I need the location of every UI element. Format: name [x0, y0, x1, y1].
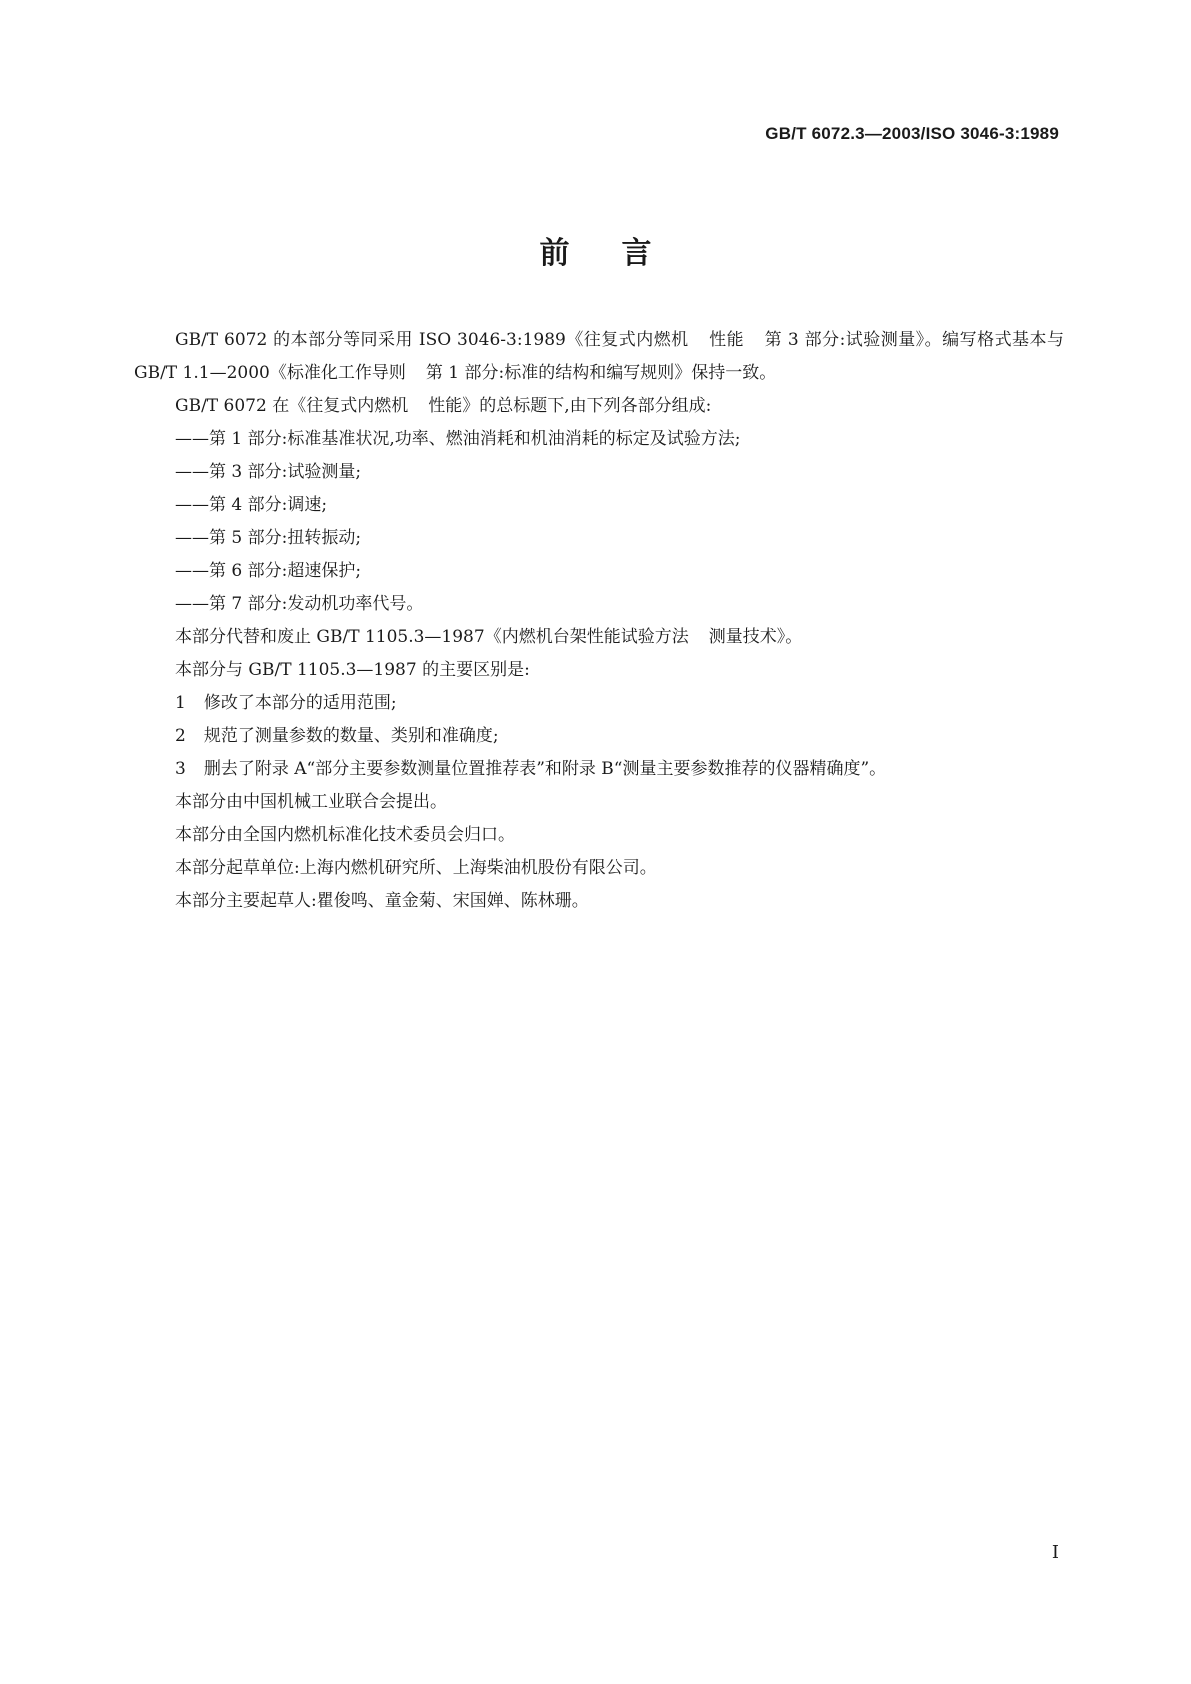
part-list-item: ——第 1 部分:标准基准状况,功率、燃油消耗和机油消耗的标定及试验方法; — [175, 429, 741, 449]
composition-text-a: GB/T 6072 在《往复式内燃机 — [175, 396, 409, 416]
page-number: I — [1051, 1542, 1059, 1563]
differences-intro: 本部分与 GB/T 1105.3—1987 的主要区别是: — [175, 660, 530, 680]
composition-paragraph — [134, 390, 1064, 423]
part-list-item: ——第 6 部分:超速保护; — [175, 561, 362, 581]
replacement-text-a: 本部分代替和废止 GB/T 1105.3—1987《内燃机台架性能试验方法 — [175, 627, 689, 647]
adoption-text-b: 性能 — [708, 330, 745, 350]
adoption-text-c: 第 3 部分:试验测量》。编写格式基本与 GB/T 1.1—2000《标准化工作导则 — [134, 330, 1064, 383]
part-list-item: ——第 7 部分:发动机功率代号。 — [175, 594, 424, 614]
difference-item — [134, 753, 1064, 786]
foreword-body — [134, 324, 1064, 918]
standard-code: GB/T 6072.3—2003/ISO 3046-3:1989 — [765, 124, 1059, 143]
centralized-paragraph: 本部分由全国内燃机标准化技术委员会归口。 — [175, 825, 515, 845]
difference-number: 2 — [175, 726, 186, 746]
adoption-paragraph — [134, 324, 1064, 390]
part-list-item: ——第 4 部分:调速; — [175, 495, 328, 515]
difference-item — [134, 687, 1064, 720]
difference-text: 删去了附录 A“部分主要参数测量位置推荐表”和附录 B“测量主要参数推荐的仪器精确度”。 — [203, 759, 887, 779]
part-list-item: ——第 3 部分:试验测量; — [175, 462, 362, 482]
difference-text: 规范了测量参数的数量、类别和准确度; — [203, 726, 499, 746]
difference-number: 1 — [175, 693, 186, 713]
proposer-paragraph: 本部分由中国机械工业联合会提出。 — [175, 792, 447, 812]
difference-number: 3 — [175, 759, 186, 779]
drafting-units-paragraph: 本部分起草单位:上海内燃机研究所、上海柴油机股份有限公司。 — [175, 858, 657, 878]
replacement-paragraph — [134, 621, 1064, 654]
drafters-paragraph: 本部分主要起草人:瞿俊鸣、童金菊、宋国婵、陈林珊。 — [175, 891, 589, 911]
composition-text-b: 性能》的总标题下,由下列各部分组成: — [428, 396, 712, 416]
page-title: 前言 — [539, 236, 704, 271]
adoption-text-a: GB/T 6072 的本部分等同采用 ISO 3046-3:1989《往复式内燃机 — [175, 330, 689, 350]
part-list-item: ——第 5 部分:扭转振动; — [175, 528, 362, 548]
difference-item — [134, 720, 1064, 753]
adoption-text-d: 第 1 部分:标准的结构和编写规则》保持一致。 — [425, 363, 777, 383]
difference-text: 修改了本部分的适用范围; — [203, 693, 397, 713]
replacement-text-b: 测量技术》。 — [708, 627, 803, 647]
